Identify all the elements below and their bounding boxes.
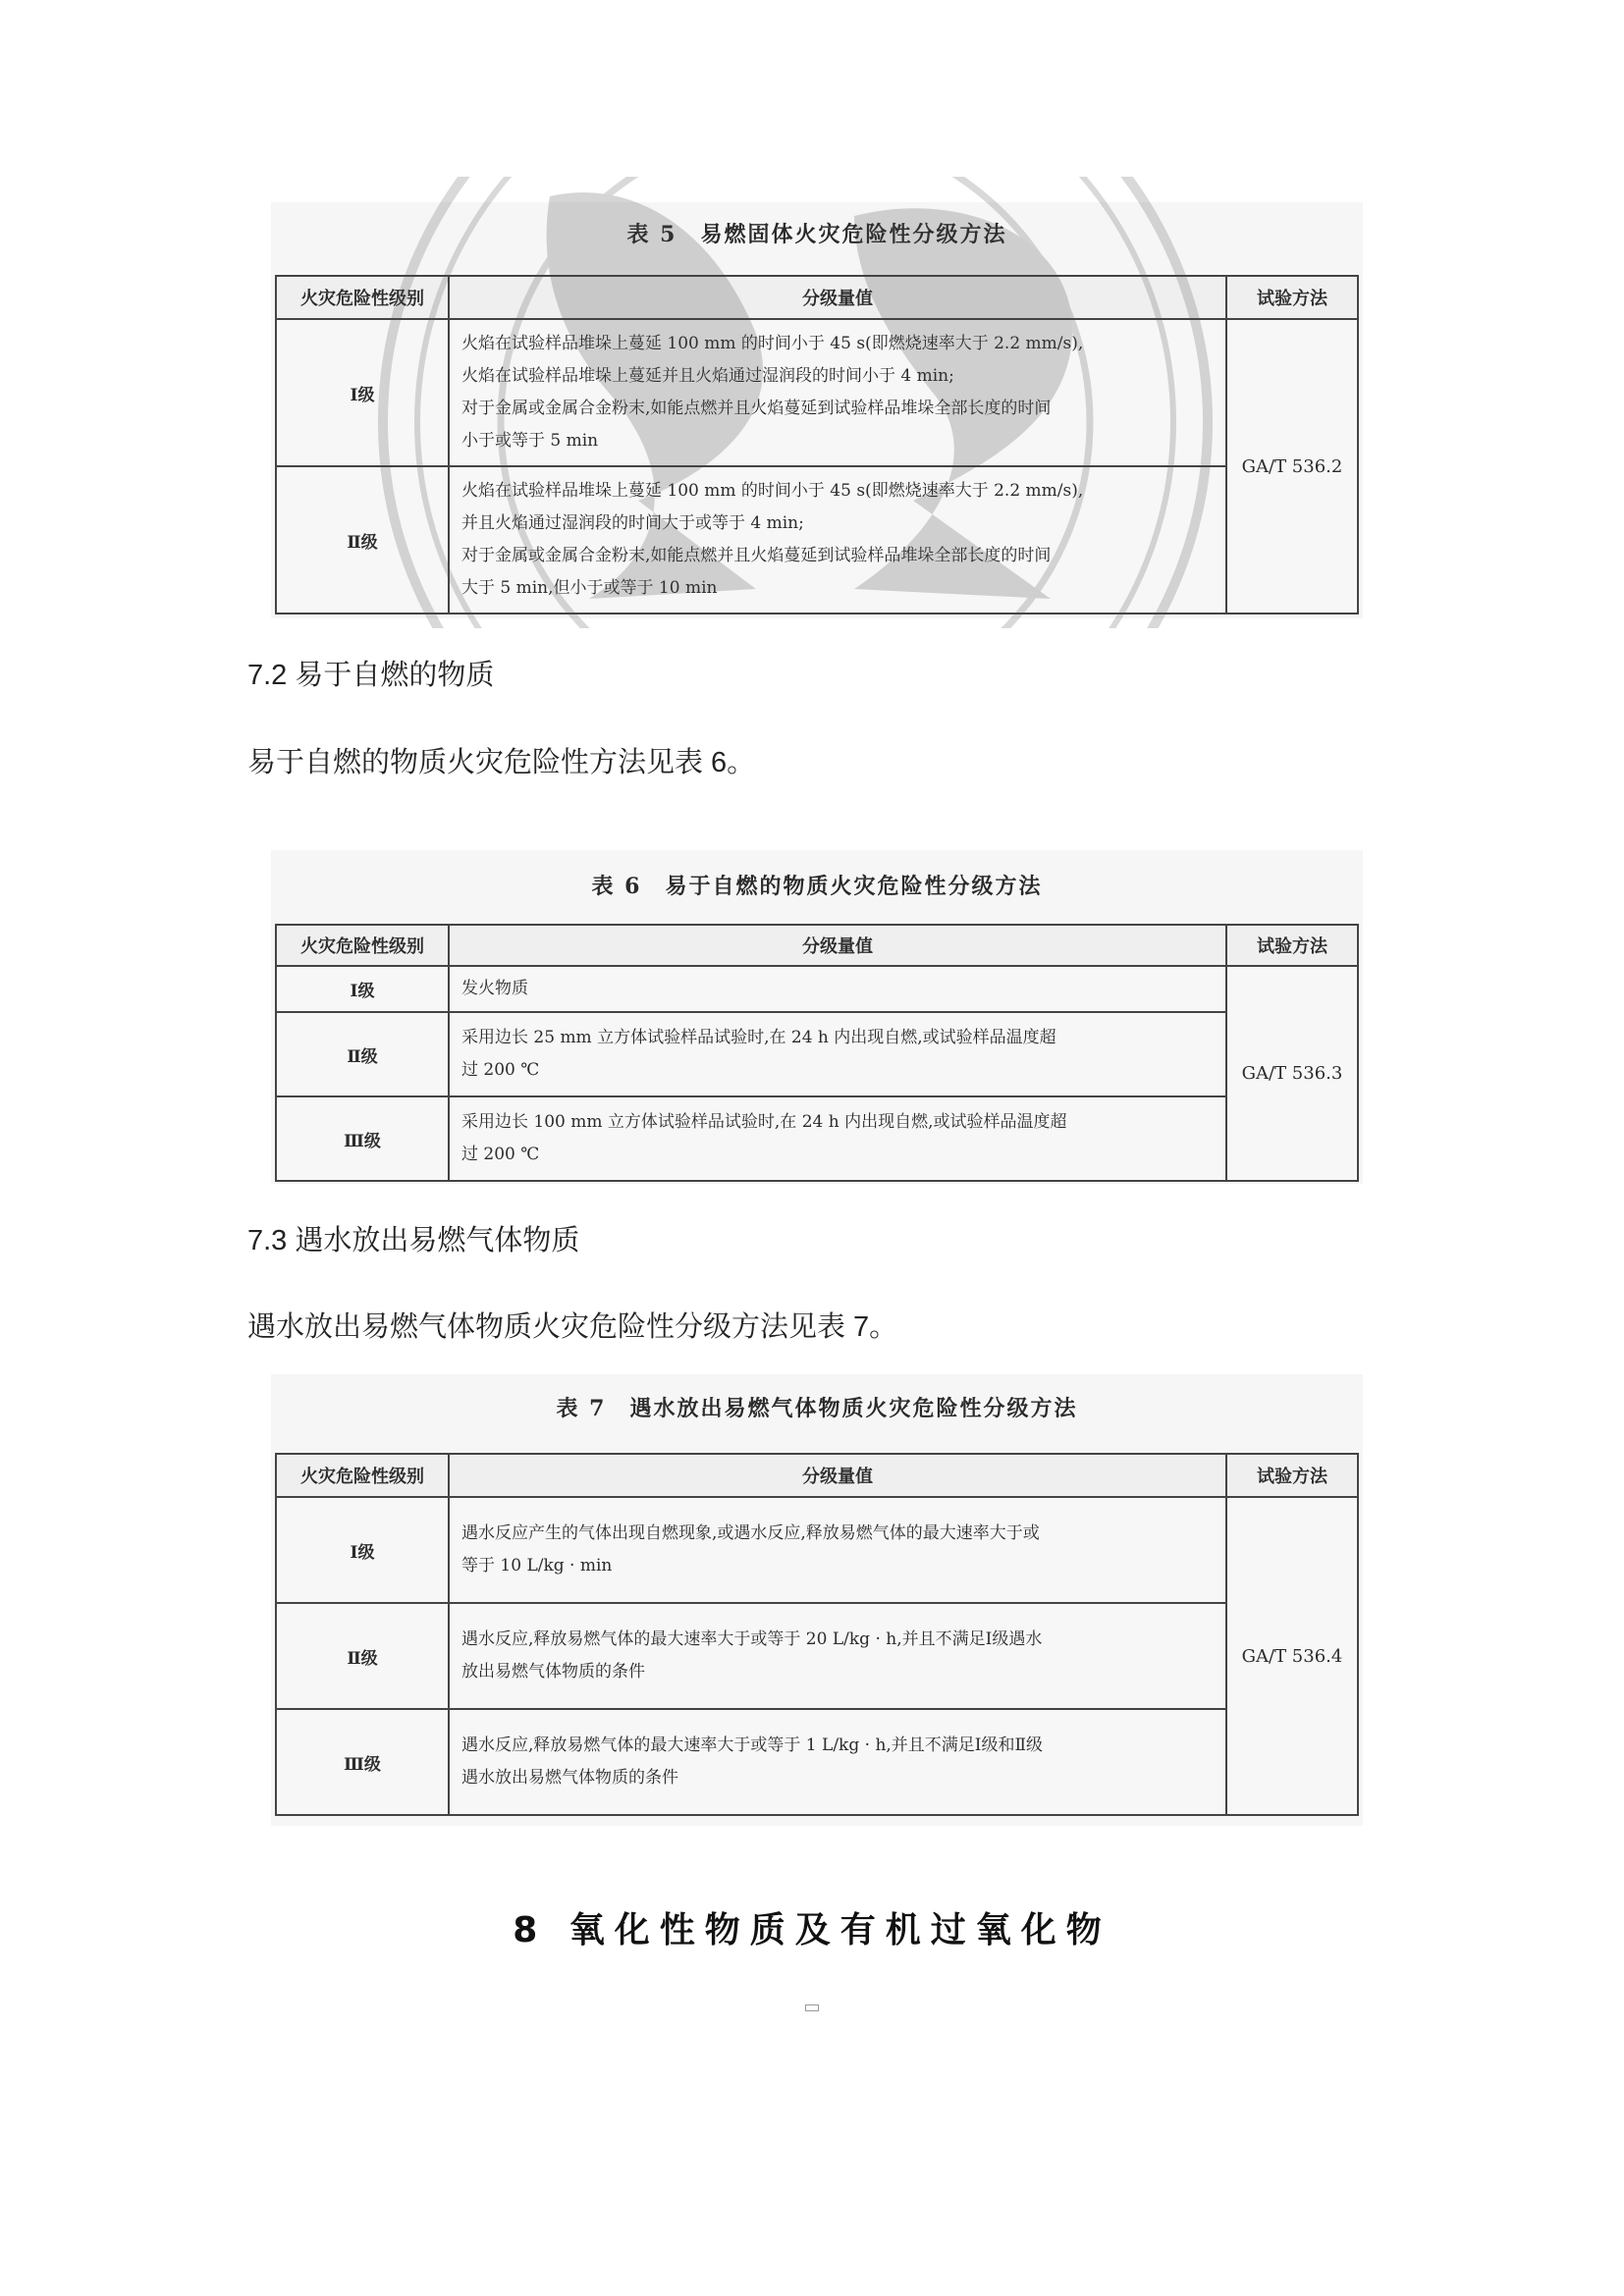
table-row bbox=[276, 1096, 1358, 1181]
table7-row2-level: Ⅱ级 bbox=[276, 1603, 449, 1709]
table5-header-criteria: 分级量值 bbox=[449, 276, 1226, 319]
table7-header-method: 试验方法 bbox=[1226, 1454, 1358, 1497]
table7-header-row bbox=[276, 1454, 1358, 1497]
page-marker bbox=[805, 2004, 819, 2011]
table6-caption: 表 6 易于自燃的物质火灾危险性分级方法 bbox=[591, 874, 1043, 899]
criteria-line: 采用边长 100 mm 立方体试验样品试验时,在 24 h 内出现自燃,或试验样品温度超 bbox=[461, 1112, 1067, 1132]
table5-row1-criteria bbox=[449, 319, 1226, 466]
table7 bbox=[275, 1453, 1359, 1816]
table7-row1-criteria bbox=[449, 1497, 1226, 1603]
criteria-line: 对于金属或金属合金粉末,如能点燃并且火焰蔓延到试验样品堆垛全部长度的时间 bbox=[461, 546, 1052, 565]
table6 bbox=[275, 924, 1359, 1182]
table6-header-level: 火灾危险性级别 bbox=[276, 925, 449, 966]
criteria-line: 小于或等于 5 min bbox=[461, 431, 599, 452]
section-7-3-heading: 7.3 遇水放出易燃气体物质 bbox=[247, 1225, 580, 1256]
criteria-line: 过 200 ℃ bbox=[461, 1145, 540, 1165]
table6-block bbox=[271, 850, 1363, 1184]
criteria-line: 遇水反应产生的气体出现自燃现象,或遇水反应,释放易燃气体的最大速率大于或 bbox=[461, 1522, 1040, 1543]
criteria-line: 遇水反应,释放易燃气体的最大速率大于或等于 1 L/kg · h,并且不满足Ⅰ级和Ⅱ级 bbox=[461, 1735, 1044, 1755]
section-7-2-heading: 7.2 易于自燃的物质 bbox=[247, 660, 495, 691]
table5-caption: 表 5 易燃固体火灾危险性分级方法 bbox=[626, 222, 1007, 247]
table5-header-level: 火灾危险性级别 bbox=[276, 276, 449, 319]
criteria-line: 采用边长 25 mm 立方体试验样品试验时,在 24 h 内出现自燃,或试验样品温度超 bbox=[461, 1028, 1056, 1047]
criteria-line: 遇水放出易燃气体物质的条件 bbox=[461, 1768, 678, 1788]
criteria-line: 大于 5 min,但小于或等于 10 min bbox=[461, 578, 718, 599]
table5-row1-level: Ⅰ级 bbox=[276, 319, 449, 466]
criteria-line: 放出易燃气体物质的条件 bbox=[461, 1662, 645, 1682]
criteria-line: 遇水反应,释放易燃气体的最大速率大于或等于 20 L/kg · h,并且不满足Ⅰ级遇水 bbox=[461, 1629, 1043, 1649]
criteria-line: 火焰在试验样品堆垛上蔓延 100 mm 的时间小于 45 s(即燃烧速率大于 2.2 mm/s), bbox=[461, 480, 1084, 501]
table6-row3-criteria bbox=[449, 1096, 1226, 1181]
table-row bbox=[276, 319, 1358, 466]
table7-row1-level: Ⅰ级 bbox=[276, 1497, 449, 1603]
table6-row3-level: Ⅲ级 bbox=[276, 1096, 449, 1181]
table5-header-method: 试验方法 bbox=[1226, 276, 1358, 319]
table6-header-method: 试验方法 bbox=[1226, 925, 1358, 966]
table7-caption: 表 7 遇水放出易燃气体物质火灾危险性分级方法 bbox=[556, 1396, 1078, 1421]
table5-block bbox=[271, 202, 1363, 618]
table6-header-row bbox=[276, 925, 1358, 966]
table6-method: GA/T 536.3 bbox=[1226, 966, 1358, 1181]
table5-row2-level: Ⅱ级 bbox=[276, 466, 449, 614]
table5-header-row bbox=[276, 276, 1358, 319]
table-row bbox=[276, 1603, 1358, 1709]
table-row bbox=[276, 1497, 1358, 1603]
section-7-3-paragraph: 遇水放出易燃气体物质火灾危险性分级方法见表 7。 bbox=[247, 1311, 898, 1343]
table6-row2-level: Ⅱ级 bbox=[276, 1012, 449, 1096]
criteria-line: 并且火焰通过湿润段的时间大于或等于 4 min; bbox=[461, 512, 804, 533]
criteria-line: 等于 10 L/kg · min bbox=[461, 1556, 613, 1575]
table-row bbox=[276, 466, 1358, 614]
table7-method: GA/T 536.4 bbox=[1226, 1497, 1358, 1815]
table6-row2-criteria bbox=[449, 1012, 1226, 1096]
table7-row3-criteria bbox=[449, 1709, 1226, 1815]
table7-header-level: 火灾危险性级别 bbox=[276, 1454, 449, 1497]
section-8-heading: 8 氧化性物质及有机过氧化物 bbox=[513, 1910, 1111, 1950]
criteria-line: 对于金属或金属合金粉末,如能点燃并且火焰蔓延到试验样品堆垛全部长度的时间 bbox=[461, 399, 1052, 418]
table5 bbox=[275, 275, 1359, 614]
table-row bbox=[276, 1709, 1358, 1815]
criteria-line: 发火物质 bbox=[461, 979, 528, 998]
table6-header-criteria: 分级量值 bbox=[449, 925, 1226, 966]
table5-method: GA/T 536.2 bbox=[1226, 319, 1358, 614]
section-7-2-paragraph: 易于自燃的物质火灾危险性方法见表 6。 bbox=[247, 747, 756, 778]
table7-row2-criteria bbox=[449, 1603, 1226, 1709]
table6-row1-level: Ⅰ级 bbox=[276, 966, 449, 1012]
table-row bbox=[276, 1012, 1358, 1096]
table6-row1-criteria bbox=[449, 966, 1226, 1012]
criteria-line: 火焰在试验样品堆垛上蔓延并且火焰通过湿润段的时间小于 4 min; bbox=[461, 365, 954, 386]
table7-header-criteria: 分级量值 bbox=[449, 1454, 1226, 1497]
criteria-line: 火焰在试验样品堆垛上蔓延 100 mm 的时间小于 45 s(即燃烧速率大于 2.2 mm/s), bbox=[461, 333, 1084, 353]
table7-block bbox=[271, 1374, 1363, 1826]
table5-row2-criteria bbox=[449, 466, 1226, 614]
table7-row3-level: Ⅲ级 bbox=[276, 1709, 449, 1815]
criteria-line: 过 200 ℃ bbox=[461, 1060, 540, 1081]
table-row bbox=[276, 966, 1358, 1012]
